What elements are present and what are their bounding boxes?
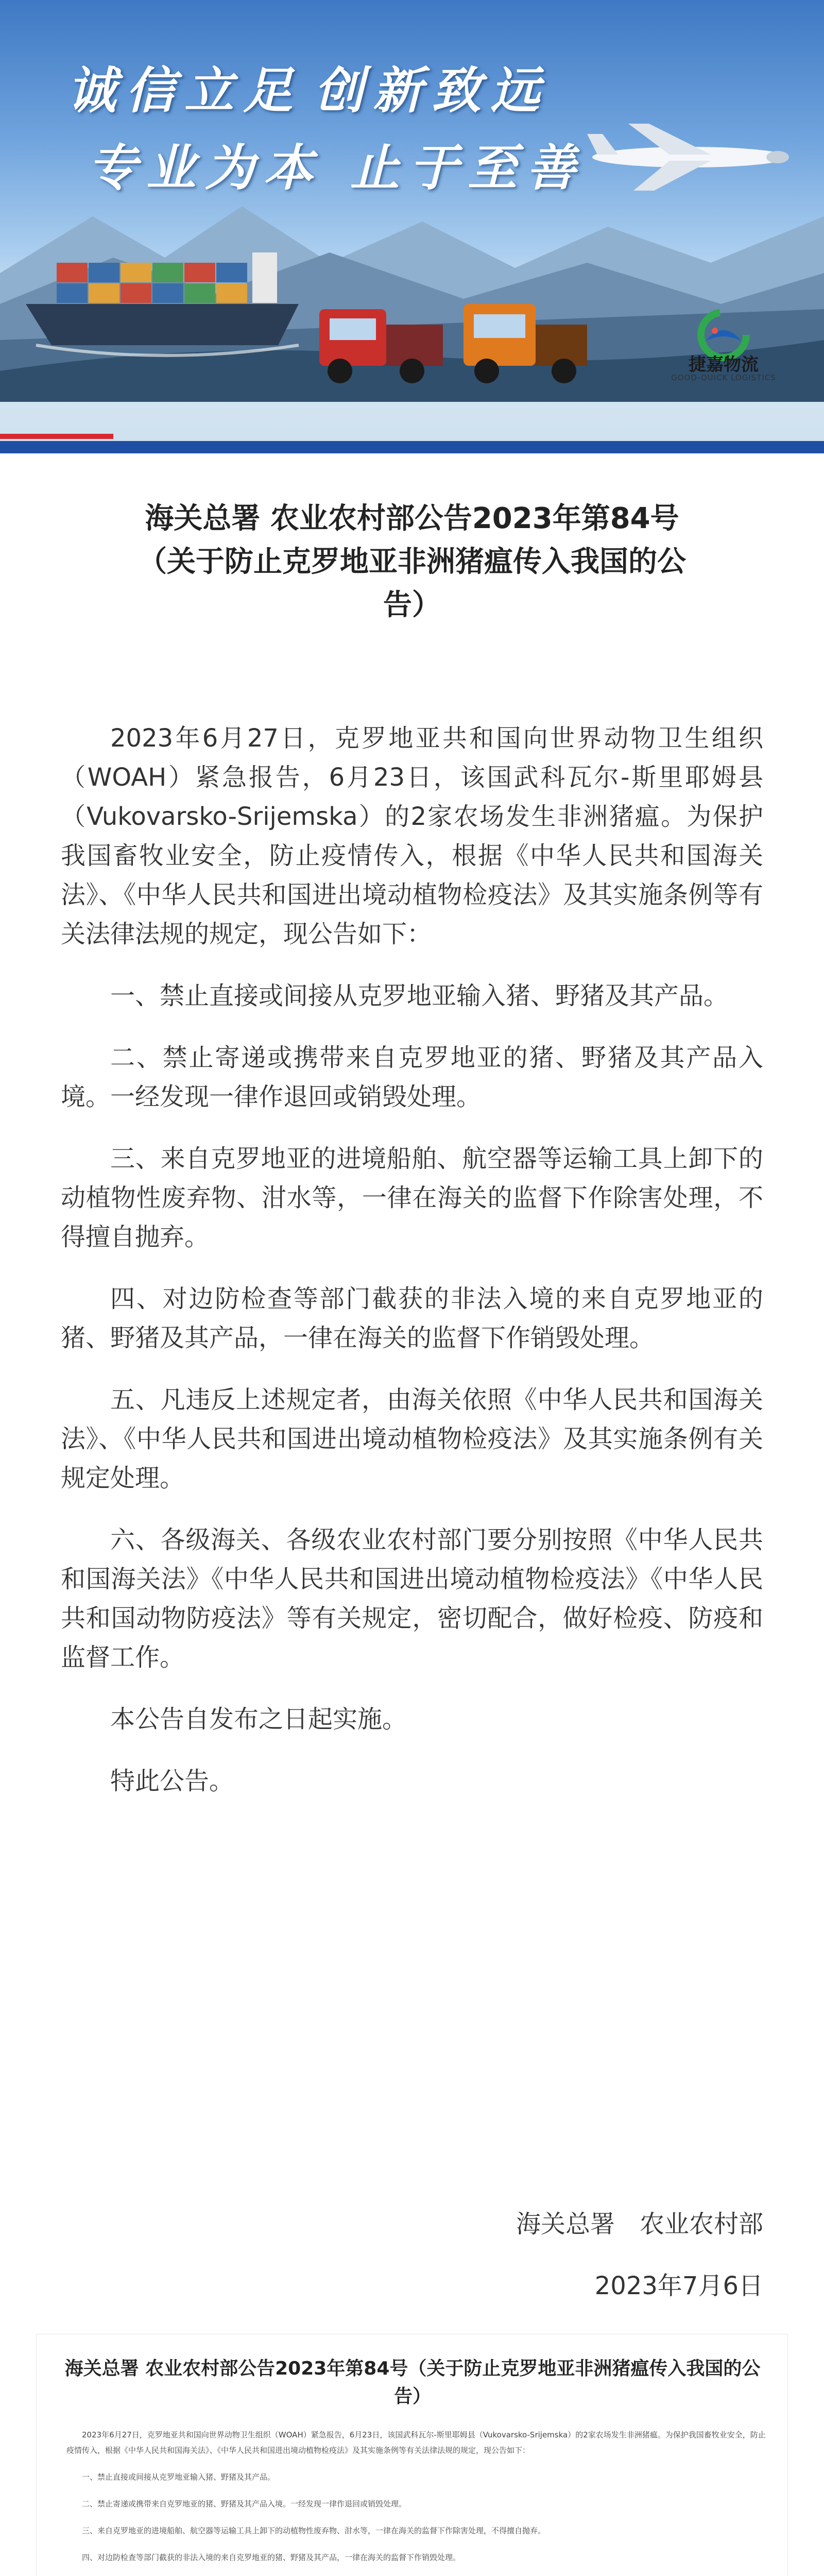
slogan-2: 创新致远 bbox=[314, 61, 549, 120]
slogan-3: 专业为本 bbox=[88, 139, 322, 197]
paragraph-item-4: 四、对边防检查等部门截获的非法入境的来自克罗地亚的猪、野猪及其产品，一律在海关的监督下作销毁处理。 bbox=[61, 1284, 763, 1352]
thumbnail-paragraph: 一、禁止直接或间接从克罗地亚输入猪、野猪及其产品。 bbox=[82, 2472, 276, 2482]
title-line-2: （关于防止克罗地亚非洲猪瘟传入我国的公 bbox=[138, 545, 686, 579]
thumbnail-title-line-1: 海关总署 农业农村部公告2023年第84号（关于防止克罗地亚非洲猪瘟传入我国的公 bbox=[64, 2358, 761, 2379]
title-line-3: 告） bbox=[383, 588, 441, 622]
paragraph-item-3: 三、来自克罗地亚的进境船舶、航空器等运输工具上卸下的动植物性废弃物、泔水等，一律在海关的监督下作除害处理，不得擅自抛弃。 bbox=[61, 1144, 763, 1251]
trucks-icon bbox=[309, 289, 597, 392]
red-divider bbox=[0, 434, 113, 439]
thumbnail-paragraph: 四、对边防检查等部门截获的非法入境的来自克罗地亚的猪、野猪及其产品，一律在海关的监督下作销毁处理。 bbox=[82, 2553, 461, 2562]
article-title bbox=[62, 497, 762, 627]
paragraph-item-1: 一、禁止直接或间接从克罗地亚输入猪、野猪及其产品。 bbox=[110, 981, 729, 1010]
blue-divider bbox=[0, 441, 824, 453]
thumbnail-paragraph: 二、禁止寄递或携带来自克罗地亚的猪、野猪及其产品入境。一经发现一律作退回或销毁处理。 bbox=[82, 2499, 407, 2509]
paragraph-intro: 2023年6月27日，克罗地亚共和国向世界动物卫生组织（WOAH）紧急报告，6月23日，该国武科瓦尔-斯里耶姆县（Vukovarsko-Srijemska）的2家农场发生非洲猪瘟。为保护我国畜牧业安全，防止疫情传入，根据《中华人民共和国海关法》、《中华人民共和国进出境动植物检疫法》及其实施条例等有关法律法规的规定，现公告如下： bbox=[61, 724, 763, 948]
header-banner bbox=[0, 0, 824, 453]
article-signer: 海关总署 农业农村部 bbox=[516, 2210, 763, 2239]
paragraph-item-5: 五、凡违反上述规定者，由海关依照《中华人民共和国海关法》、《中华人民共和国进出境动植物检疫法》及其实施条例有关规定处理。 bbox=[61, 1385, 763, 1493]
cargo-ship-icon bbox=[21, 242, 309, 361]
banner-logo-name: 捷嘉物流 bbox=[689, 354, 759, 375]
thumbnail-title bbox=[52, 2355, 773, 2411]
thumbnail-title-line-2: 告） bbox=[393, 2386, 431, 2407]
slogan-1: 诚信立足 bbox=[67, 61, 302, 120]
thumbnail-paragraph: 2023年6月27日，克罗地亚共和国向世界动物卫生组织（WOAH）紧急报告，6月23日，该国武科瓦尔-斯里耶姆县（Vukovarsko-Srijemska）的2家农场发生非洲猪瘟。为保护我国畜牧业安全，防止疫情传入，根据《中华人民共和国海关法》、《中华人民共和国进出境动植物检疫法》及其实施条例等有关法律法规的规定，现公告如下： bbox=[66, 2430, 766, 2455]
paragraph-closing: 特此公告。 bbox=[110, 1767, 234, 1795]
thumbnail-body bbox=[66, 2427, 767, 2576]
thumbnail-paragraph: 三、来自克罗地亚的进境船舶、航空器等运输工具上卸下的动植物性废弃物、泔水等，一律在海关的监督下作除害处理，不得擅自抛弃。 bbox=[82, 2526, 546, 2535]
paragraph-effective: 本公告自发布之日起实施。 bbox=[110, 1705, 407, 1734]
paragraph-item-6: 六、各级海关、各级农业农村部门要分别按照《中华人民共和国海关法》《中华人民共和国进出境动植物检疫法》《中华人民共和国动物防疫法》等有关规定，密切配合，做好检疫、防疫和监督工作。 bbox=[61, 1526, 763, 1672]
article-date: 2023年7月6日 bbox=[594, 2272, 763, 2300]
article-body bbox=[61, 719, 763, 1823]
banner-logo-subtitle: GOOD-QUICK LOGISTICS bbox=[671, 373, 776, 382]
title-line-1: 海关总署 农业农村部公告2023年第84号 bbox=[145, 502, 679, 535]
airplane-icon bbox=[582, 118, 798, 196]
paragraph-item-2: 二、禁止寄递或携带来自克罗地亚的猪、野猪及其产品入境。一经发现一律作退回或销毁处理。 bbox=[61, 1043, 763, 1111]
document-thumbnail bbox=[36, 2334, 788, 2576]
slogan-4: 止于至善 bbox=[350, 139, 585, 197]
